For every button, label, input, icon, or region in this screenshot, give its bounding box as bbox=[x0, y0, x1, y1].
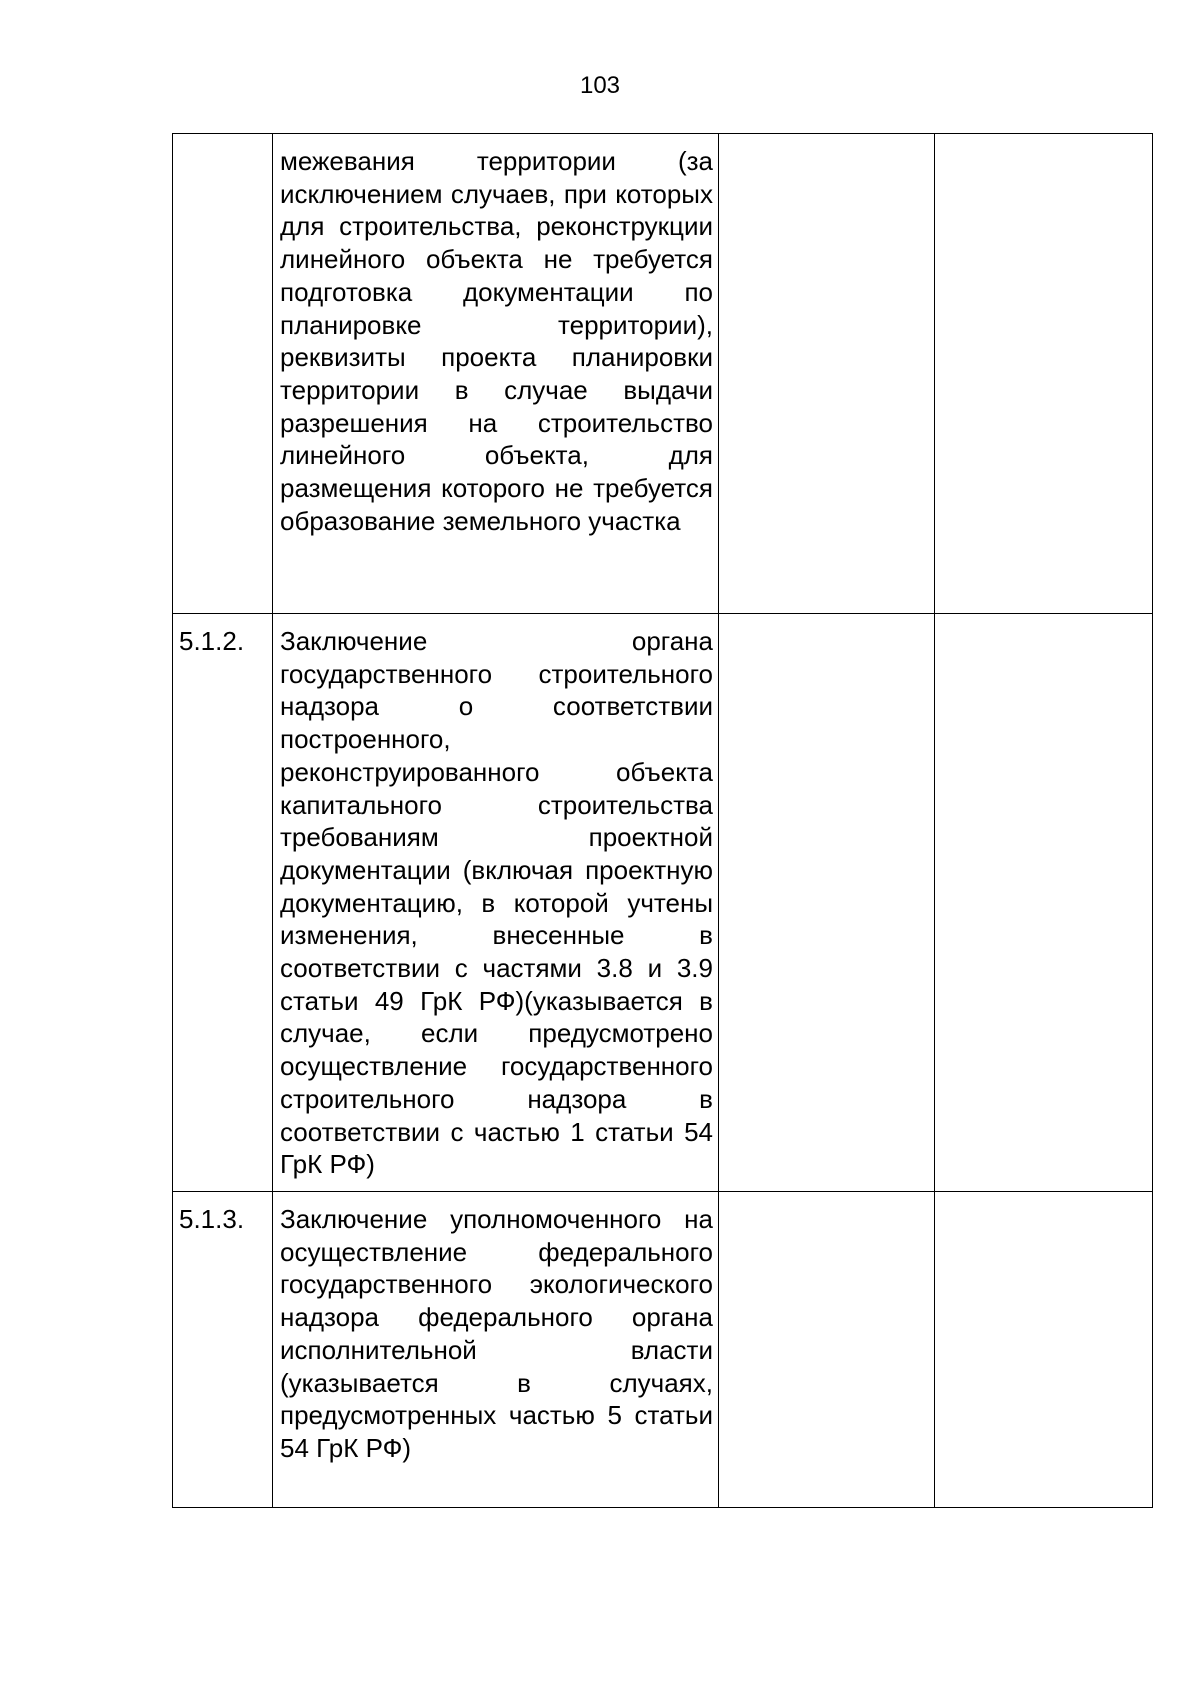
row-description-text: Заключение уполномоченного на осуществление федерального государственного экологического надзора федерального органа исполнительной власти (указывается в случаях, предусмотренных частью 5 статьи 54 ГрК РФ) bbox=[280, 1204, 713, 1463]
row-number-cell bbox=[173, 134, 273, 614]
row-description-text: межевания территории (за исключением случаев, при которых для строительства, реконструкции линейного объекта не требуется подготовка документации по планировке территории), реквизиты проекта планировки территории в случае выдачи разрешения на строительство линейного объекта, для размещения которого не требуется образование земельного участка bbox=[280, 146, 713, 536]
row-note-cell bbox=[935, 134, 1153, 614]
row-description-cell bbox=[273, 614, 719, 1192]
row-note-cell bbox=[935, 1192, 1153, 1508]
row-value-cell bbox=[719, 1192, 935, 1508]
row-value-cell bbox=[719, 614, 935, 1192]
row-description-text: Заключение органа государственного строительного надзора о соответствии построенного, реконструированного объекта капитального строительства требованиям проектной документации (включая проектную документацию, в которой учтены изменения, внесенные в соответствии с частями 3.8 и 3.9 статьи 49 ГрК РФ)(указывается в случае, если предусмотрено осуществление государственного строительного надзора в соответствии с частью 1 статьи 54 ГрК РФ) bbox=[280, 626, 713, 1180]
row-description-cell bbox=[273, 134, 719, 614]
row-description-cell bbox=[273, 1192, 719, 1508]
table-row bbox=[173, 614, 1153, 1192]
table-row bbox=[173, 1192, 1153, 1508]
table-row bbox=[173, 134, 1153, 614]
row-number-cell: 5.1.2. bbox=[173, 614, 273, 1192]
row-note-cell bbox=[935, 614, 1153, 1192]
document-table bbox=[172, 133, 1153, 1508]
page-number: 103 bbox=[579, 72, 621, 99]
row-value-cell bbox=[719, 134, 935, 614]
row-number-cell: 5.1.3. bbox=[173, 1192, 273, 1508]
